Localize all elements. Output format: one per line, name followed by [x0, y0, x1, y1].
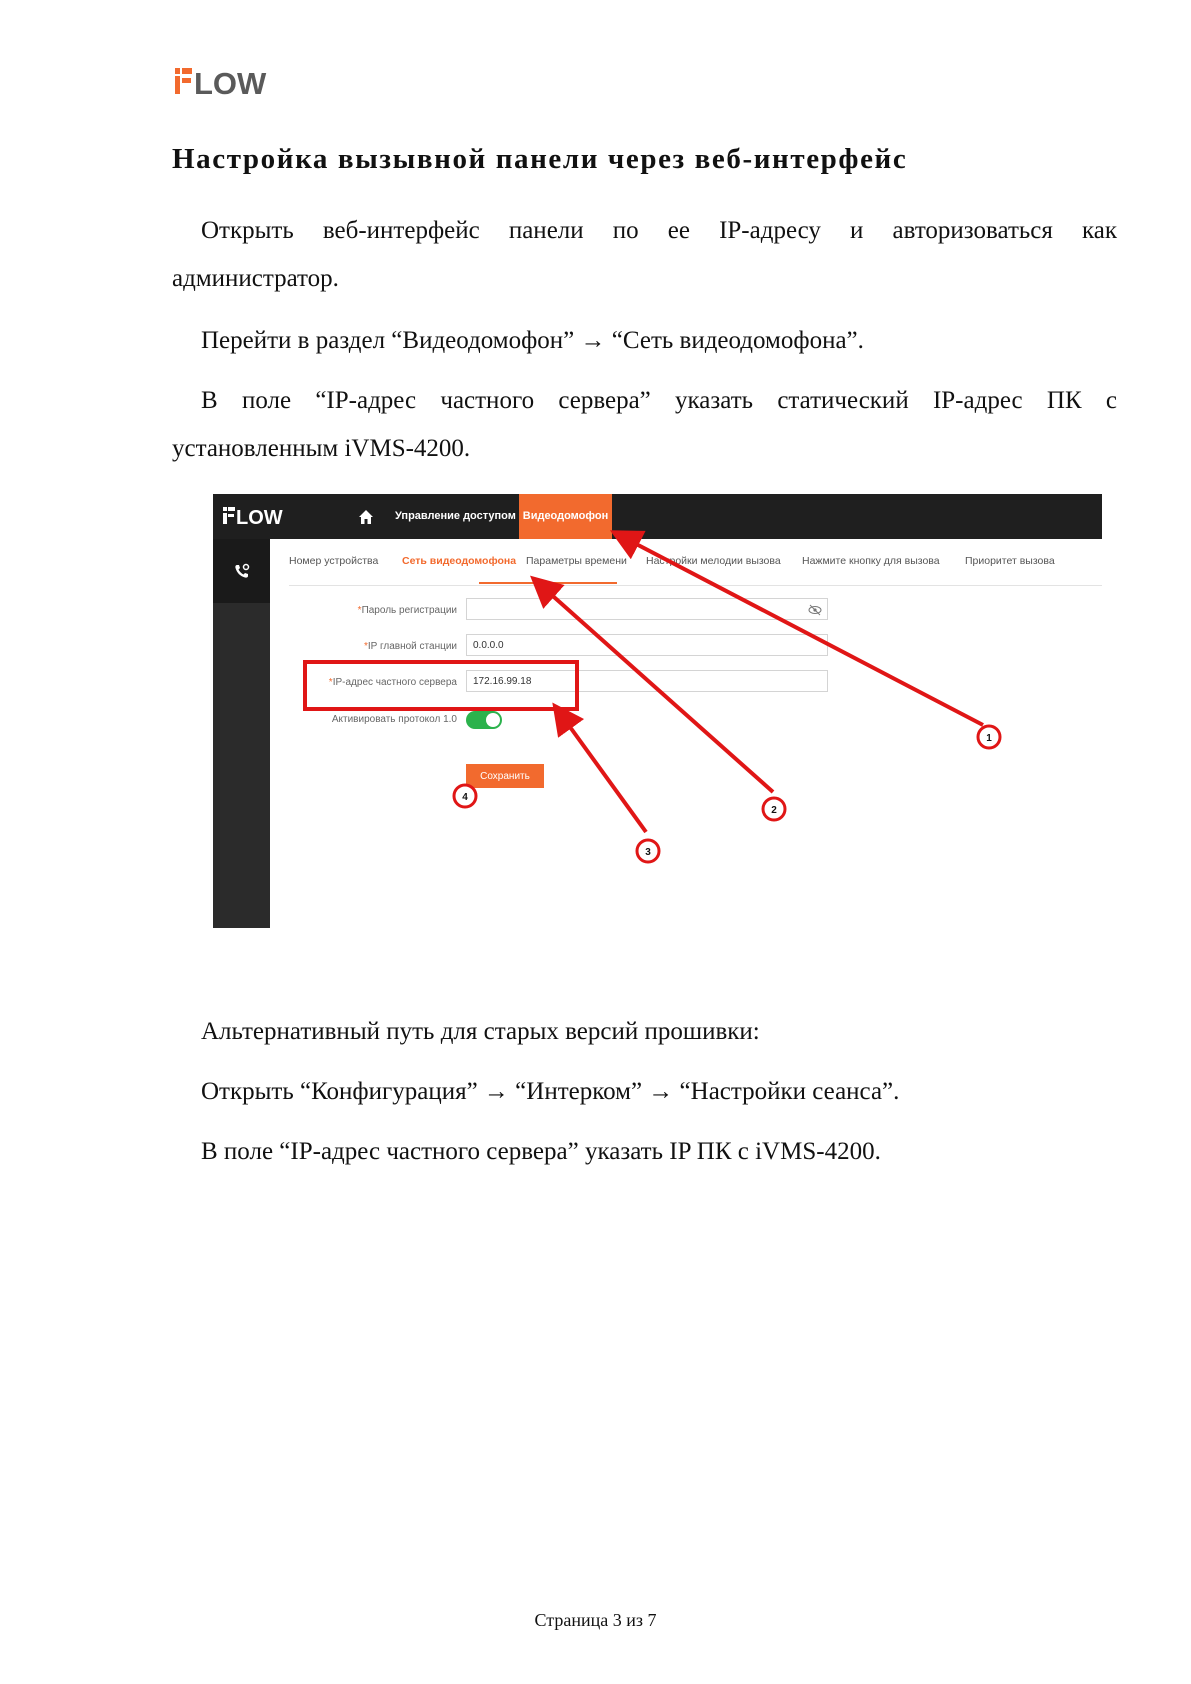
svg-text:LOW: LOW	[194, 66, 267, 100]
protocol-label: Активировать протокол 1.0	[331, 714, 457, 725]
arrow-3	[557, 709, 646, 832]
paragraph-open-configuration: Открыть “Конфигурация” → “Интерком” → “Настройки сеанса”.	[201, 1078, 900, 1105]
private-server-ip-input[interactable]: 172.16.99.18	[466, 670, 828, 692]
tab-press-button-to-call[interactable]: Нажмите кнопку для вызова	[802, 555, 940, 567]
page-title: Настройка вызывной панели через веб-интерфейс	[172, 143, 908, 175]
marker-3	[637, 840, 659, 862]
nav-intercom[interactable]: Видеодомофон	[519, 494, 612, 539]
tab-device-number[interactable]: Номер устройства	[289, 555, 379, 567]
master-station-ip-input[interactable]: 0.0.0.0	[466, 634, 828, 656]
paragraph-open-web: Открыть веб-интерфейс панели по ее IP-адресу и авторизоваться как администратор.	[172, 217, 1117, 292]
arrow-2	[536, 581, 773, 792]
arrow-1	[617, 534, 983, 725]
marker-1	[978, 726, 1000, 748]
private-server-ip-label: *IP-адрес частного сервера	[328, 677, 457, 688]
web-interface-screenshot	[213, 494, 1102, 928]
marker-4	[454, 785, 476, 807]
tab-intercom-network[interactable]: Сеть видеодомофона	[402, 555, 517, 567]
nav-access-control[interactable]: Управление доступом	[395, 510, 516, 522]
tab-ringtone-settings[interactable]: Настройки мелодии вызова	[646, 555, 781, 567]
flow-logo	[175, 64, 285, 100]
svg-text:LOW: LOW	[236, 507, 283, 528]
page-number: Страница 3 из 7	[534, 1610, 657, 1630]
paragraph-go-section: Перейти в раздел “Видеодомофон” → “Сеть видеодомофона”.	[201, 327, 864, 354]
svg-text:3: 3	[645, 847, 651, 858]
paragraph-server-ip: В поле “IP-адрес частного сервера” указать статический IP-адрес ПК с установленным iVMS-4200.	[172, 387, 1117, 462]
paragraph-alternative-path: Альтернативный путь для старых версий прошивки:	[201, 1018, 760, 1045]
annotation-arrows	[213, 494, 1102, 928]
svg-text:2: 2	[771, 805, 777, 816]
svg-text:1: 1	[986, 733, 992, 744]
tab-call-priority[interactable]: Приоритет вызова	[965, 555, 1055, 567]
paragraph-server-ip-alt: В поле “IP-адрес частного сервера” указать IP ПК с iVMS-4200.	[201, 1138, 881, 1165]
tab-time-parameters[interactable]: Параметры времени	[526, 555, 627, 567]
marker-2	[763, 798, 785, 820]
password-label: *Пароль регистрации	[357, 605, 457, 616]
svg-text:4: 4	[462, 792, 468, 803]
save-button[interactable]: Сохранить	[466, 764, 544, 788]
master-station-ip-label: *IP главной станции	[364, 641, 457, 652]
